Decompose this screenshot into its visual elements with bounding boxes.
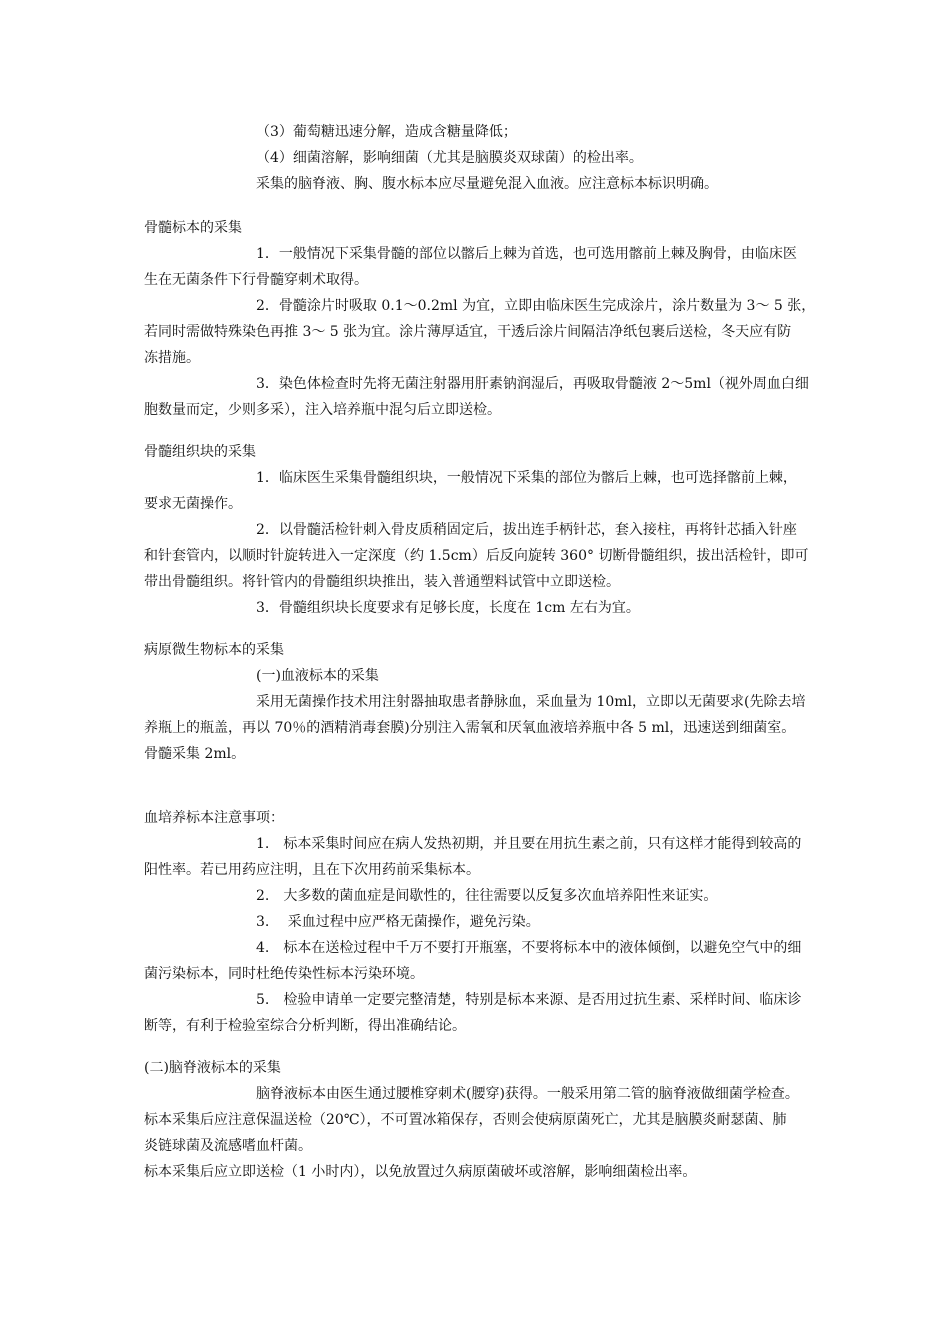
paragraph-line: 冻措施。 [144,350,200,366]
paragraph-line: 2．以骨髓活检针刺入骨皮质稍固定后，拔出连手柄针芯，套入接柱，再将针芯插入针座 [256,522,797,538]
section-heading-bone-marrow: 骨髓标本的采集 [144,220,242,236]
paragraph-line: 2．骨髓涂片时吸取 0.1～0.2ml 为宜，立即由临床医生完成涂片，涂片数量为 3～ 5 张， [256,298,816,314]
section-heading-bone-tissue: 骨髓组织块的采集 [144,444,256,460]
paragraph-line: 生在无菌条件下行骨髓穿刺术取得。 [144,272,368,288]
paragraph-line: 阳性率。若已用药应注明，且在下次用药前采集标本。 [144,862,480,878]
paragraph-line: 3．染色体检查时先将无菌注射器用肝素钠润湿后，再吸取骨髓液 2～5ml（视外周血白细 [256,376,809,392]
paragraph-line: 标本采集后应注意保温送检（20℃），不可置冰箱保存，否则会使病原菌死亡，尤其是脑膜炎耐瑟菌、肺 [144,1112,787,1128]
section-heading-csf: (二)脑脊液标本的采集 [144,1060,281,1076]
paragraph-line: 2. 大多数的菌血症是间歇性的，往往需要以反复多次血培养阳性来证实。 [256,888,718,904]
paragraph-line: 断等，有利于检验室综合分析判断，得出准确结论。 [144,1018,466,1034]
section-heading-blood-culture: 血培养标本注意事项： [144,810,284,826]
paragraph-line: 要求无菌操作。 [144,496,242,512]
paragraph-line: 1．一般情况下采集骨髓的部位以髂后上棘为首选，也可选用髂前上棘及胸骨，由临床医 [256,246,797,262]
paragraph-line: 3. 采血过程中应严格无菌操作，避免污染。 [256,914,540,930]
paragraph-line: 3．骨髓组织块长度要求有足够长度，长度在 1cm 左右为宜。 [256,600,640,616]
paragraph-line: 养瓶上的瓶盖，再以 70％的酒精消毒套膜)分别注入需氧和厌氧血液培养瓶中各 5 ml，迅速送到细菌室。 [144,720,796,736]
paragraph-line: 采用无菌操作技术用注射器抽取患者静脉血，采血量为 10ml，立即以无菌要求(先除去培 [256,694,806,710]
paragraph-line: 脑脊液标本由医生通过腰椎穿刺术(腰穿)获得。一般采用第二管的脑脊液做细菌学检查。 [256,1086,799,1102]
paragraph-line: 菌污染标本，同时杜绝传染性标本污染环境。 [144,966,424,982]
paragraph-line: 胞数量而定，少则多采），注入培养瓶中混匀后立即送检。 [144,402,501,418]
paragraph-line: 和针套管内，以顺时针旋转进入一定深度（约 1.5cm）后反向旋转 360° 切断骨髓组织，拔出活检针，即可 [144,548,809,564]
paragraph-line: 带出骨髓组织。将针管内的骨髓组织块推出，装入普通塑料试管中立即送检。 [144,574,620,590]
intro-line: （3）葡萄糖迅速分解，造成含糖量降低； [256,124,517,140]
paragraph-line: 1. 标本采集时间应在病人发热初期，并且要在用抗生素之前，只有这样才能得到较高的 [256,836,802,852]
intro-line: （4）细菌溶解，影响细菌（尤其是脑膜炎双球菌）的检出率。 [256,150,643,166]
paragraph-line: 1．临床医生采集骨髓组织块，一般情况下采集的部位为髂后上棘，也可选择髂前上棘， [256,470,797,486]
paragraph-line: 若同时需做特殊染色再推 3～ 5 张为宜。涂片薄厚适宜，干透后涂片间隔洁净纸包裹后送检，冬天应有防 [144,324,792,340]
paragraph-line: 5. 检验申请单一定要完整清楚，特别是标本来源、是否用过抗生素、采样时间、临床诊 [256,992,802,1008]
paragraph-line: 炎链球菌及流感嗜血杆菌。 [144,1138,312,1154]
paragraph-line: 骨髓采集 2ml。 [144,746,246,762]
intro-line: 采集的脑脊液、胸、腹水标本应尽量避免混入血液。应注意标本标识明确。 [256,176,718,192]
paragraph-line: 4. 标本在送检过程中千万不要打开瓶塞，不要将标本中的液体倾倒，以避免空气中的细 [256,940,802,956]
sub-heading-blood: (一)血液标本的采集 [256,668,379,684]
paragraph-line: 标本采集后应立即送检（1 小时内），以免放置过久病原菌破坏或溶解，影响细菌检出率。 [144,1164,697,1180]
section-heading-pathogen: 病原微生物标本的采集 [144,642,284,658]
